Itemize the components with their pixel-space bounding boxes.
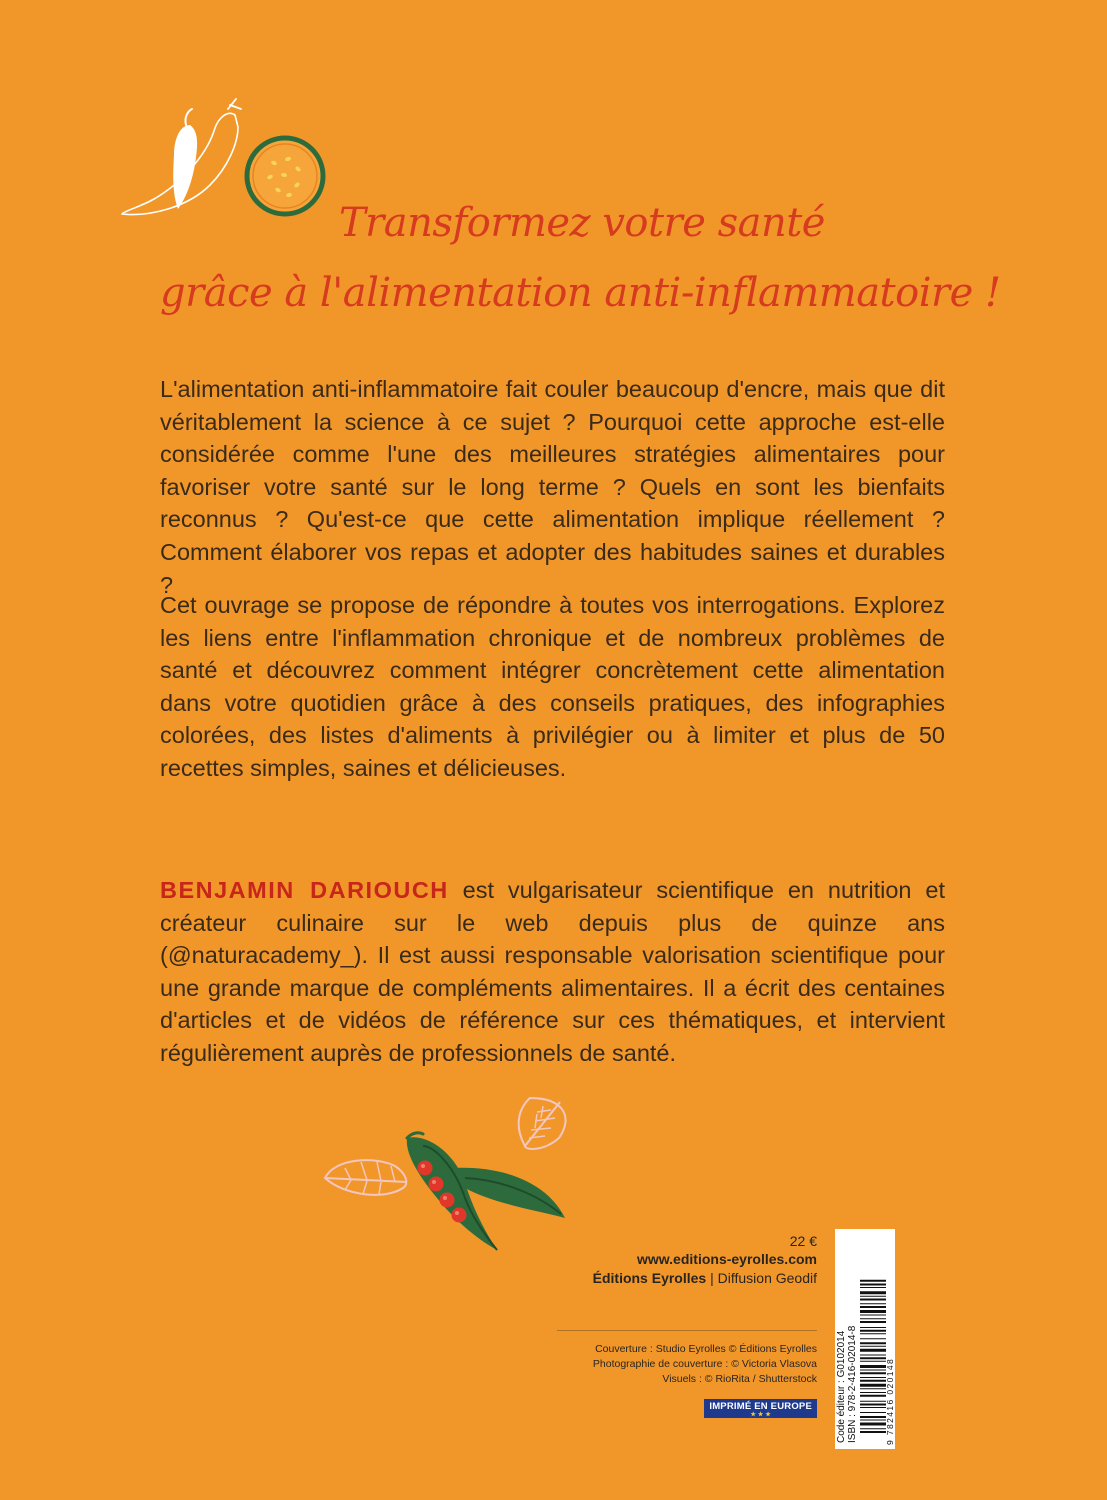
barcode-bar [860, 1404, 886, 1406]
pea-pod-illustration [315, 1088, 585, 1268]
author-name: BENJAMIN DARIOUCH [160, 877, 449, 903]
body-paragraph-2: Cet ouvrage se propose de répondre à toutes vos interrogations. Explorez les liens entre l'inflammation chronique et de nombreux problèmes de santé et découvrez comment intégrer concrètement cette alimentation dans votre quotidien grâce à des conseils pratiques, des infographies colorées, des listes d'aliments à privilégier ou à limiter et plus de 50 recettes simples, saines et délicieuses. [160, 592, 945, 781]
headline-line-2: grâce à l'alimentation anti-inflammatoire ! [160, 270, 1001, 316]
body-paragraph-1: L'alimentation anti-inflammatoire fait couler beaucoup d'encre, mais que dit véritablement la science à ce sujet ? Pourquoi cette approche est-elle considérée comme l'une des meilleures stratégies alimentaires pour favoriser votre santé sur le long terme ? Quels en sont les bienfaits reconnus ? Qu'est-ce que cette alimentation implique réellement ? Comment élaborer vos repas et adopter des habitudes saines et durables ? [160, 376, 945, 598]
barcode-bar [860, 1333, 886, 1334]
eu-stars-icon: ★ ★ ★ [750, 1412, 771, 1418]
barcode-bar [860, 1395, 886, 1397]
barcode-bar [860, 1423, 886, 1426]
barcode-bar [860, 1431, 886, 1433]
barcode-bar [860, 1380, 886, 1382]
barcode-bar [860, 1280, 886, 1282]
barcode-bar [860, 1296, 886, 1297]
barcode-bar [860, 1318, 886, 1319]
distribution: Diffusion Geodif [717, 1270, 817, 1286]
isbn: ISBN : 978-2-416-02014-8 [847, 1325, 858, 1443]
sliced-squash-icon [242, 133, 328, 219]
barcode-bar [860, 1330, 886, 1332]
barcode-bar [860, 1428, 886, 1429]
barcode-bar [860, 1346, 886, 1347]
publisher-line [593, 1270, 817, 1286]
barcode-bar [860, 1342, 886, 1344]
barcode-bar [860, 1407, 886, 1408]
barcode-bars [860, 1237, 886, 1433]
credits [557, 1342, 817, 1387]
barcode-bar [860, 1291, 886, 1294]
barcode-bar [860, 1392, 886, 1393]
barcode-bar [860, 1372, 886, 1374]
barcode-bar [860, 1315, 886, 1316]
barcode-bar [860, 1412, 886, 1413]
publisher-separator: | [706, 1270, 718, 1286]
barcode-bar [860, 1401, 886, 1402]
pink-leaf-icon [325, 1160, 407, 1195]
barcode-bar [860, 1416, 886, 1418]
publisher-website[interactable]: www.editions-eyrolles.com [637, 1251, 817, 1267]
barcode-bar [860, 1321, 886, 1323]
barcode-bar [860, 1357, 886, 1359]
barcode-bar [860, 1384, 886, 1387]
publisher-name: Éditions Eyrolles [592, 1270, 707, 1286]
barcode-bar [860, 1377, 886, 1378]
headline-line-1: Transformez votre santé [339, 200, 825, 246]
barcode-bar [860, 1370, 886, 1371]
author-bio: est vulgarisateur scientifique en nutrition et créateur culinaire sur le web depuis plus de quinze ans (@naturacademy_). Il est aussi responsable valorisation scientifique pour une grande marque de compléments alimentaires. Il a écrit des centaines d'articles et de vidéos de référence sur ces thématiques, et intervient régulièrement auprès de professionnels de santé. [160, 877, 945, 1066]
printed-label: IMPRIMÉ EN EUROPE [709, 1401, 812, 1412]
barcode-bar [860, 1355, 886, 1356]
barcode-bar [860, 1299, 886, 1301]
credit-photo: Photographie de couverture : © Victoria Vlasova [592, 1358, 817, 1370]
barcode-digits: 9 782416 020148 [885, 1357, 895, 1445]
price: 22 € [789, 1233, 817, 1249]
barcode-bar [860, 1388, 886, 1389]
credit-visuals: Visuels : © RioRita / Shutterstock [662, 1373, 817, 1385]
barcode-bar [860, 1310, 886, 1313]
barcode-bar [860, 1420, 886, 1421]
barcode-bar [860, 1306, 886, 1308]
barcode-bar [860, 1365, 886, 1368]
barcode-bar [860, 1361, 886, 1362]
pink-leaf-icon [519, 1098, 566, 1149]
barcode-bar [860, 1284, 886, 1286]
barcode-bar [860, 1287, 886, 1288]
printed-in-europe-badge [704, 1399, 817, 1418]
barcode-bar [860, 1349, 886, 1352]
barcode-bar [860, 1327, 886, 1328]
publisher-code: Code éditeur : G0102014 [836, 1330, 847, 1443]
barcode-bar [860, 1338, 886, 1339]
author-paragraph [160, 874, 945, 1070]
pea-pod-icon [407, 1133, 565, 1250]
barcode [835, 1229, 895, 1449]
credits-divider [557, 1330, 817, 1331]
barcode-bar [860, 1303, 886, 1304]
credit-cover: Couverture : Studio Eyrolles © Éditions Eyrolles [595, 1343, 817, 1355]
